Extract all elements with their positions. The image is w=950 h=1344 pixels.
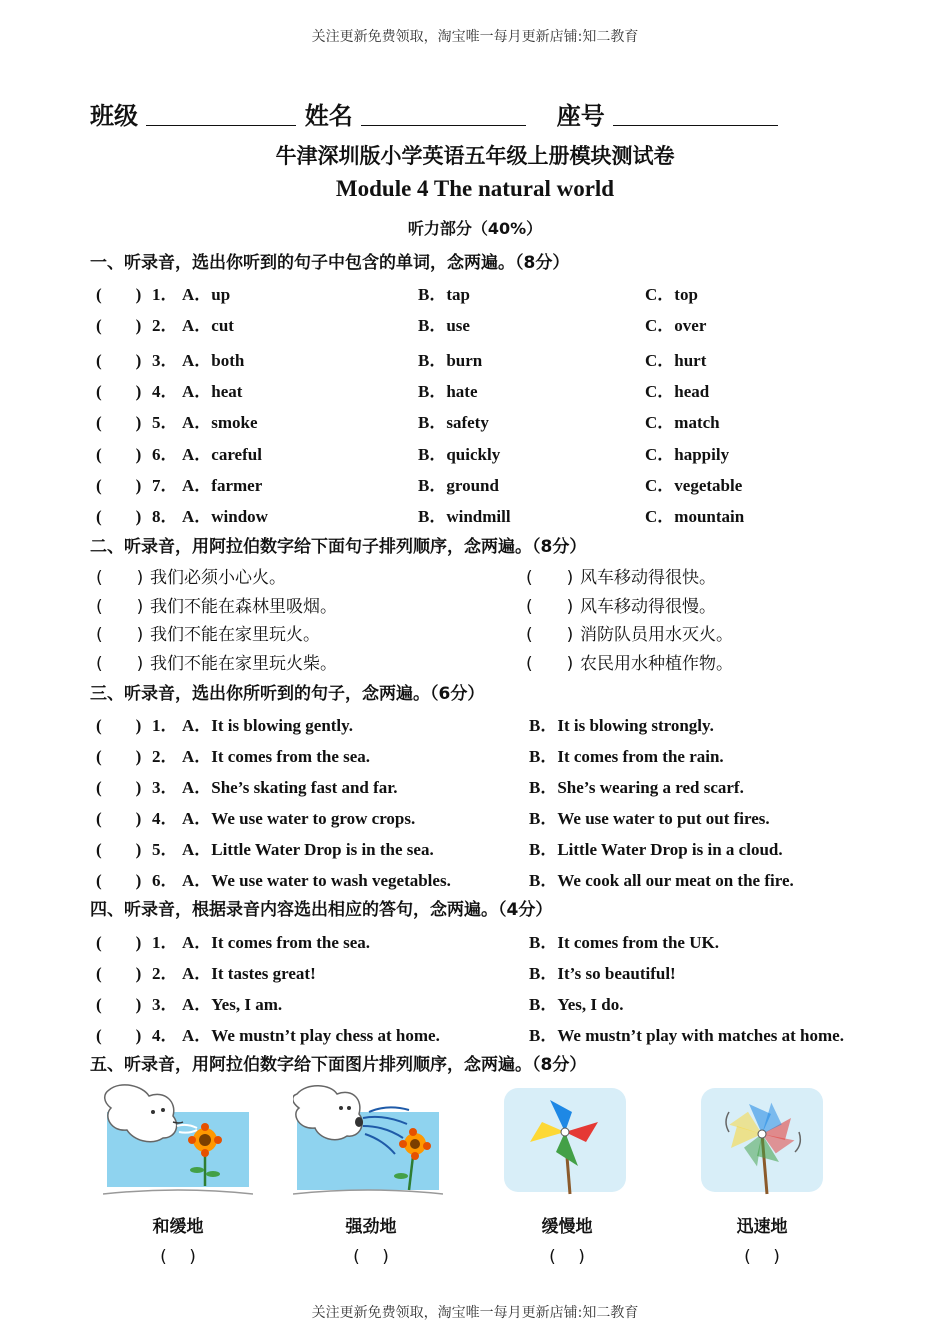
header-note: 关注更新免费领取，淘宝唯一每月更新店铺:知二教育 bbox=[311, 29, 639, 45]
fast-pinwheel-picture bbox=[687, 1082, 837, 1202]
question-number: 2． bbox=[152, 964, 178, 983]
section1-question bbox=[0, 408, 950, 432]
answer-bracket[interactable]: ( ) bbox=[96, 809, 142, 828]
option-b: B．It is blowing strongly. bbox=[529, 716, 714, 735]
question-number: 2． bbox=[152, 747, 178, 766]
answer-bracket[interactable]: ( ) bbox=[96, 933, 142, 952]
sentence-right: 风车移动得很慢。 bbox=[580, 597, 716, 617]
answer-bracket[interactable]: ( ) bbox=[96, 597, 144, 617]
option-c: C．hurt bbox=[645, 351, 707, 370]
option-c: C．vegetable bbox=[645, 476, 743, 495]
section3-question bbox=[0, 742, 950, 766]
section4-heading: 四、听录音，根据录音内容选出相应的答句，念两遍。（4分） bbox=[90, 900, 553, 920]
answer-bracket[interactable]: ( ) bbox=[96, 747, 142, 766]
option-c: C．mountain bbox=[645, 507, 745, 526]
section3-question bbox=[0, 773, 950, 797]
option-a: A．both bbox=[182, 351, 245, 370]
listening-header: 听力部分（40%） bbox=[407, 219, 543, 238]
section2-row bbox=[0, 592, 950, 616]
question-number: 8． bbox=[152, 507, 178, 526]
question-number: 7． bbox=[152, 476, 178, 495]
answer-bracket[interactable]: ( ) bbox=[96, 568, 144, 588]
question-number: 4． bbox=[152, 809, 178, 828]
answer-bracket[interactable]: ( ) bbox=[96, 382, 142, 401]
title-en: Module 4 The natural world bbox=[335, 176, 615, 201]
option-c: C．head bbox=[645, 382, 710, 401]
section2-row bbox=[0, 620, 950, 644]
gentle-wind-picture bbox=[103, 1082, 253, 1202]
option-c: C．over bbox=[645, 316, 707, 335]
picture-caption: 迅速地 bbox=[736, 1217, 788, 1237]
option-a: A．We mustn’t play chess at home. bbox=[182, 1026, 440, 1045]
option-b: B．We cook all our meat on the fire. bbox=[529, 871, 794, 890]
question-number: 3． bbox=[152, 351, 178, 370]
option-a: A．smoke bbox=[182, 413, 258, 432]
section1-question bbox=[0, 346, 950, 370]
section3-question bbox=[0, 866, 950, 890]
section4-question bbox=[0, 928, 950, 952]
option-b: B．She’s wearing a red scarf. bbox=[529, 778, 744, 797]
answer-bracket[interactable]: ( ) bbox=[96, 316, 142, 335]
footer-note: 关注更新免费领取，淘宝唯一每月更新店铺:知二教育 bbox=[311, 1305, 639, 1321]
answer-bracket[interactable]: ( ) bbox=[96, 1026, 142, 1045]
seat-blank[interactable] bbox=[613, 103, 778, 126]
order-bracket[interactable]: ( ) bbox=[744, 1247, 780, 1267]
option-a: A．up bbox=[182, 285, 231, 304]
option-b: B．tap bbox=[418, 285, 470, 304]
student-info bbox=[90, 96, 778, 131]
option-b: B．Yes, I do. bbox=[529, 995, 624, 1014]
option-a: A．We use water to grow crops. bbox=[182, 809, 416, 828]
section4-question bbox=[0, 959, 950, 983]
option-a: A．It tastes great! bbox=[182, 964, 316, 983]
section3-heading: 三、听录音，选出你所听到的句子，念两遍。（6分） bbox=[90, 684, 485, 704]
option-a: A．heat bbox=[182, 382, 243, 401]
section1-question bbox=[0, 377, 950, 401]
option-b: B．use bbox=[418, 316, 470, 335]
answer-bracket[interactable]: ( ) bbox=[96, 871, 142, 890]
question-number: 1． bbox=[152, 933, 178, 952]
sentence-left: 我们必须小心火。 bbox=[150, 568, 286, 588]
question-number: 6． bbox=[152, 445, 178, 464]
answer-bracket[interactable]: ( ) bbox=[96, 840, 142, 859]
option-b: B．windmill bbox=[418, 507, 511, 526]
section3-question bbox=[0, 804, 950, 828]
option-c: C．happily bbox=[645, 445, 730, 464]
section1-heading: 一、听录音，选出你听到的句子中包含的单词，念两遍。（8分） bbox=[90, 253, 570, 273]
sentence-left: 我们不能在家里玩火柴。 bbox=[150, 654, 337, 674]
answer-bracket[interactable]: ( ) bbox=[96, 476, 142, 495]
option-b: B．It comes from the rain. bbox=[529, 747, 724, 766]
seat-label: 座号 bbox=[556, 102, 605, 130]
answer-bracket[interactable]: ( ) bbox=[96, 995, 142, 1014]
sentence-left: 我们不能在森林里吸烟。 bbox=[150, 597, 337, 617]
title-cn: 牛津深圳版小学英语五年级上册模块测试卷 bbox=[275, 144, 675, 168]
option-a: A．cut bbox=[182, 316, 234, 335]
option-a: A．It is blowing gently. bbox=[182, 716, 353, 735]
option-a: A．We use water to wash vegetables. bbox=[182, 871, 451, 890]
answer-bracket[interactable]: ( ) bbox=[526, 625, 574, 645]
picture-caption: 缓慢地 bbox=[541, 1217, 593, 1237]
section3-question bbox=[0, 835, 950, 859]
section1-question bbox=[0, 440, 950, 464]
option-b: B．It comes from the UK. bbox=[529, 933, 719, 952]
option-b: B．quickly bbox=[418, 445, 501, 464]
option-b: B．It’s so beautiful! bbox=[529, 964, 676, 983]
section1-question bbox=[0, 471, 950, 495]
question-number: 4． bbox=[152, 1026, 178, 1045]
answer-bracket[interactable]: ( ) bbox=[96, 654, 144, 674]
picture-caption: 强劲地 bbox=[345, 1217, 397, 1237]
section4-question bbox=[0, 1021, 950, 1045]
sentence-right: 农民用水种植作物。 bbox=[580, 654, 733, 674]
answer-bracket[interactable]: ( ) bbox=[96, 964, 142, 983]
name-label: 姓名 bbox=[304, 102, 353, 130]
answer-bracket[interactable]: ( ) bbox=[96, 716, 142, 735]
question-number: 3． bbox=[152, 995, 178, 1014]
order-bracket[interactable]: ( ) bbox=[160, 1247, 196, 1267]
sentence-right: 消防队员用水灭火。 bbox=[580, 625, 733, 645]
answer-bracket[interactable]: ( ) bbox=[96, 351, 142, 370]
order-bracket[interactable]: ( ) bbox=[549, 1247, 585, 1267]
option-a: A．She’s skating fast and far. bbox=[182, 778, 398, 797]
section2-row bbox=[0, 563, 950, 587]
section1-question bbox=[0, 311, 950, 335]
section2-heading: 二、听录音，用阿拉伯数字给下面句子排列顺序，念两遍。（8分） bbox=[90, 537, 587, 557]
option-a: A．Yes, I am. bbox=[182, 995, 283, 1014]
answer-bracket[interactable]: ( ) bbox=[526, 597, 574, 617]
option-b: B．ground bbox=[418, 476, 499, 495]
section2-row bbox=[0, 649, 950, 673]
question-number: 2． bbox=[152, 316, 178, 335]
question-number: 4． bbox=[152, 382, 178, 401]
sentence-left: 我们不能在家里玩火。 bbox=[150, 625, 320, 645]
question-number: 1． bbox=[152, 285, 178, 304]
answer-bracket[interactable]: ( ) bbox=[96, 413, 142, 432]
option-a: A．Little Water Drop is in the sea. bbox=[182, 840, 434, 859]
section1-question bbox=[0, 280, 950, 304]
option-c: C．top bbox=[645, 285, 698, 304]
answer-bracket[interactable]: ( ) bbox=[96, 625, 144, 645]
option-b: B．burn bbox=[418, 351, 483, 370]
section5-heading: 五、听录音，用阿拉伯数字给下面图片排列顺序，念两遍。（8分） bbox=[90, 1055, 587, 1075]
section4-question bbox=[0, 990, 950, 1014]
question-number: 5． bbox=[152, 840, 178, 859]
answer-bracket[interactable]: ( ) bbox=[96, 445, 142, 464]
option-b: B．We use water to put out fires. bbox=[529, 809, 770, 828]
option-c: C．match bbox=[645, 413, 720, 432]
question-number: 5． bbox=[152, 413, 178, 432]
section1-question bbox=[0, 502, 950, 526]
answer-bracket[interactable]: ( ) bbox=[96, 507, 142, 526]
strong-wind-picture bbox=[293, 1082, 443, 1202]
option-b: B．We mustn’t play with matches at home. bbox=[529, 1026, 844, 1045]
option-a: A．careful bbox=[182, 445, 262, 464]
slow-pinwheel-picture bbox=[490, 1082, 640, 1202]
question-number: 6． bbox=[152, 871, 178, 890]
option-a: A．window bbox=[182, 507, 268, 526]
answer-bracket[interactable]: ( ) bbox=[96, 285, 142, 304]
answer-bracket[interactable]: ( ) bbox=[526, 654, 574, 674]
question-number: 1． bbox=[152, 716, 178, 735]
option-a: A．farmer bbox=[182, 476, 263, 495]
answer-bracket[interactable]: ( ) bbox=[526, 568, 574, 588]
section3-question bbox=[0, 711, 950, 735]
question-number: 3． bbox=[152, 778, 178, 797]
option-b: B．safety bbox=[418, 413, 489, 432]
answer-bracket[interactable]: ( ) bbox=[96, 778, 142, 797]
sentence-right: 风车移动得很快。 bbox=[580, 568, 716, 588]
option-b: B．hate bbox=[418, 382, 478, 401]
class-label: 班级 bbox=[90, 102, 138, 130]
picture-caption: 和缓地 bbox=[152, 1217, 204, 1237]
order-bracket[interactable]: ( ) bbox=[353, 1247, 389, 1267]
option-b: B．Little Water Drop is in a cloud. bbox=[529, 840, 783, 859]
option-a: A．It comes from the sea. bbox=[182, 933, 371, 952]
class-blank[interactable] bbox=[146, 103, 296, 126]
option-a: A．It comes from the sea. bbox=[182, 747, 371, 766]
name-blank[interactable] bbox=[361, 103, 526, 126]
